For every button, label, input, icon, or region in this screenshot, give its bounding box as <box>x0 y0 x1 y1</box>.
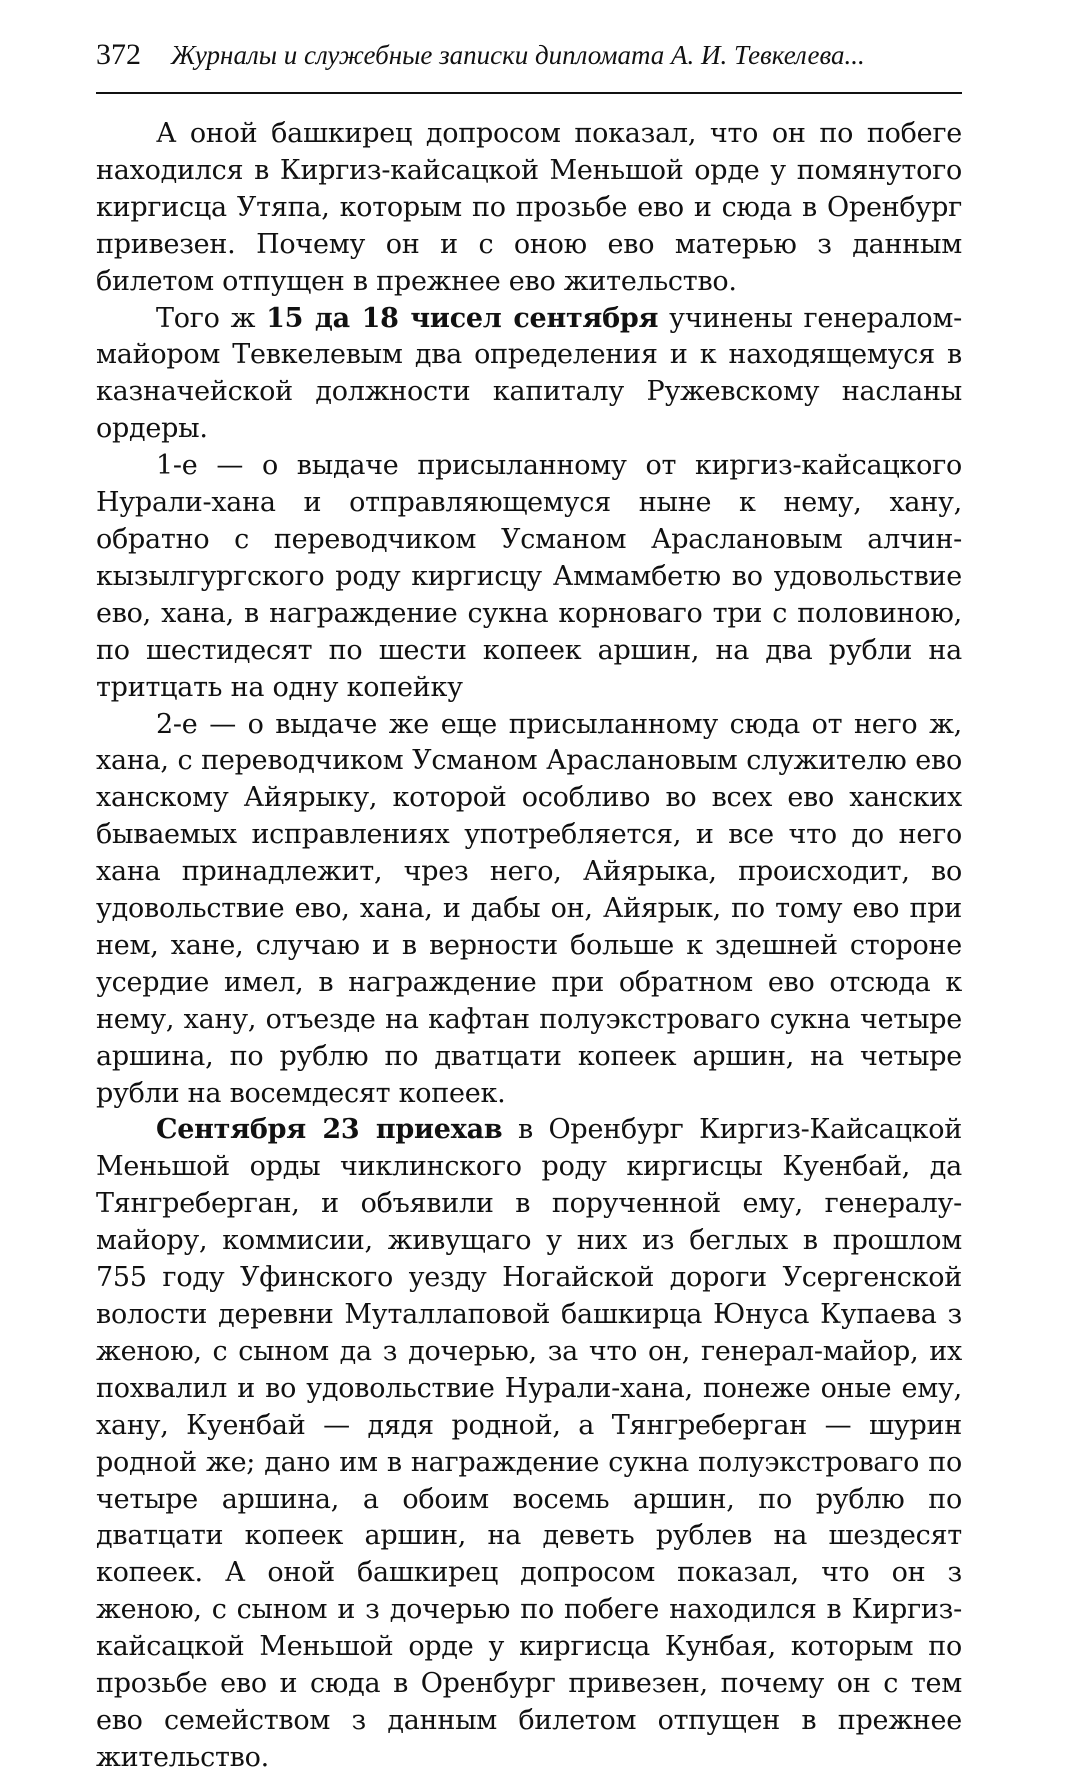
paragraph-bold-date: Сентября 23 приехав <box>156 1114 503 1146</box>
paragraph-bold-date: 15 да 18 чисел сентября <box>266 302 659 334</box>
paragraph-text: А оной башкирец допросом показал, что он по побеге находился в Киргиз-кайсацкой Меньшой орде у помянутого киргисца Утяпа, которым по прозьбе ево и сюда в Оренбург привезен. Почему он и с оною ево матерью з данным билетом отпущен в прежнее ево жительство. <box>96 118 962 297</box>
body-text <box>96 116 962 1777</box>
paragraph-2 <box>96 301 962 449</box>
running-head <box>96 38 962 86</box>
paragraph-3 <box>96 448 962 706</box>
paragraph-5 <box>96 1112 962 1776</box>
paragraph-1 <box>96 116 962 301</box>
paragraph-lead: Того ж <box>156 302 256 334</box>
book-page <box>96 38 962 1777</box>
running-title: Журналы и служебные записки дипломата А. И. Тевкелева... <box>171 40 865 70</box>
page-number: 372 <box>96 38 141 71</box>
paragraph-text: 1-е — о выдаче присыланному от киргиз-кайсацкого Нурали-хана и отправляющемуся ныне к нему, хану, обратно с переводчиком Усманом Арaслановым алчин-кызылгургского роду киргисцу Аммамбетю во удовольствие ево, хана, в награждение сукна корноваго три с половиною, по шестидесят по шести копеек аршин, на два рубли на тритцать на одну копейку <box>96 450 962 703</box>
paragraph-4 <box>96 707 962 1113</box>
paragraph-text: в Оренбург Киргиз-Кайсацкой Меньшой орды чиклинского роду киргисцы Куенбай, да Тянгреберган, и объявили в порученной ему, генералу-майору, коммисии, живущаго у них из беглых в прошлом 755 году Уфинского уезду Ногайской дороги Усергенской волости деревни Муталлаповой башкирца Юнуса Купаева з женою, с сыном да з дочерью, за что он, генерал-майор, их похвалил и во удовольствие Нурали-хана, понеже оные ему, хану, Куенбай — дядя родной, а Тянгреберган — шурин родной же; дано им в награждение сукна полуэкстроваго по четыре аршина, а обоим восемь аршин, по рублю по дватцати копеек аршин, на деветь рублев на шездесят копеек. А оной башкирец допросом показал, что он з женою, с сыном и з дочерью по побеге находился в Киргиз-кайсацкой Меньшой орде у киргисца Кунбая, которым по прозьбе ево и сюда в Оренбург привезен, почему он с тем ево семейством з данным билетом отпущен в прежнее жительство. <box>96 1114 962 1773</box>
header-rule <box>96 92 962 94</box>
paragraph-text: 2-е — о выдаче же еще присыланному сюда от него ж, хана, с переводчиком Усманом Арaслановым служителю ево ханскому Айярыку, которой особливо во всех ево ханских бываемых исправлениях употребляется, и все что до него хана принадлежит, чрез него, Айярыка, происходит, во удовольствие ево, хана, и дабы он, Айярык, по тому ево при нем, хане, случаю и в верности больше к здешней стороне усердие имел, в награждение при обратном ево отсюда к нему, хану, отъезде на кафтан полуэкстроваго сукна четыре аршина, по рублю по дватцати копеек аршин, на четыре рубли на восемдесят копеек. <box>96 708 962 1109</box>
paragraph-text: учинены генералом-майором Тевкелевым два определения и к находящемуся в казначейской должности капиталу Ружевскому насланы ордеры. <box>96 302 962 445</box>
